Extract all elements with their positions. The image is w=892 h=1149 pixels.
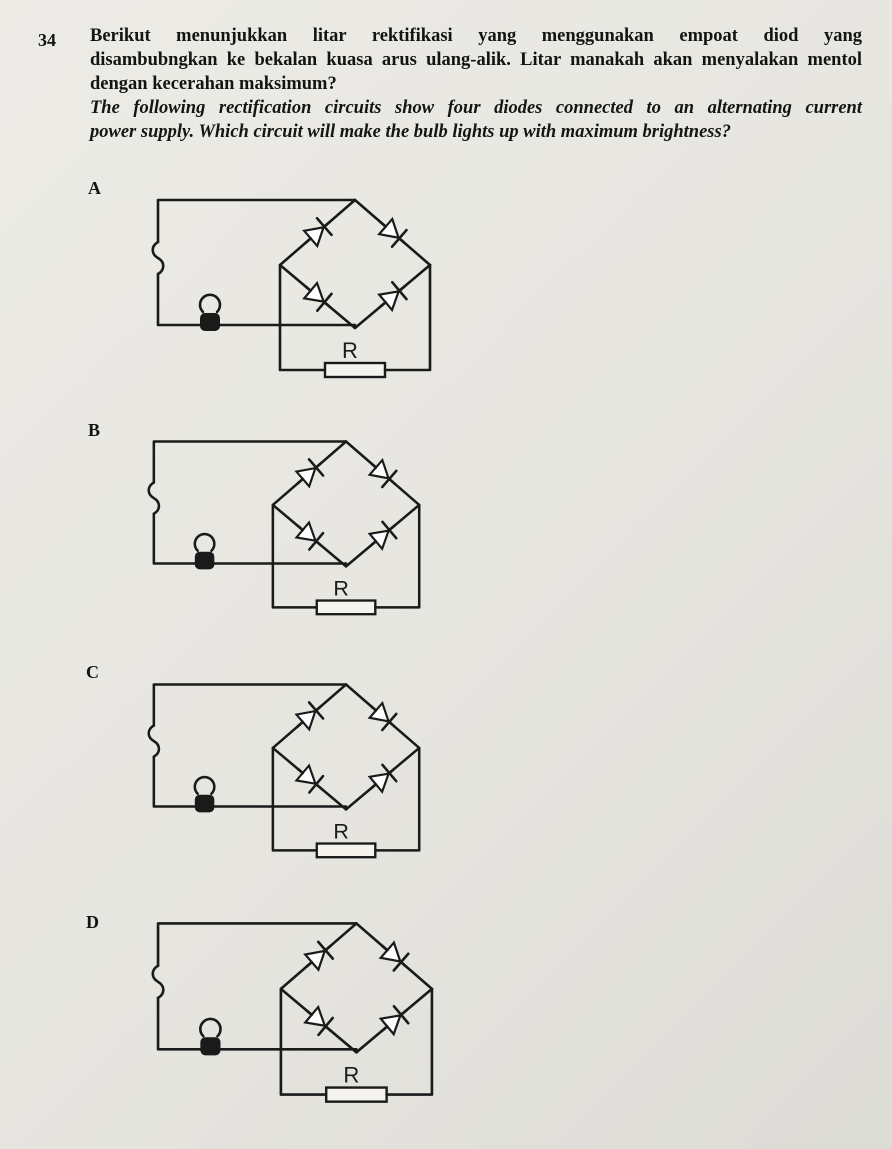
ac-source-icon: [149, 482, 159, 513]
bulb-base: [200, 1037, 220, 1055]
malay-line-1: Berikut menunjukkan litar rektifikasi yang menggunakan empoat diod yang: [90, 26, 862, 46]
diode-2-lead-out: [399, 238, 404, 243]
diode-2-lead-in: [382, 946, 387, 951]
diode-2-lead-in: [371, 706, 376, 710]
diode-1-lead-out: [316, 463, 321, 467]
wire-load-right: [375, 748, 419, 850]
resistor: [326, 1088, 386, 1102]
circuit-option-a[interactable]: [150, 180, 440, 385]
wire-load-right: [375, 505, 419, 607]
diode-1-lead-out: [324, 222, 329, 227]
diode-4-lead-out: [401, 1010, 406, 1015]
resistor-label: R: [343, 1062, 360, 1088]
bulb-base: [200, 313, 220, 331]
wire-load-left: [273, 505, 317, 607]
diode-4-lead-in: [382, 1026, 387, 1031]
resistor: [325, 363, 385, 377]
diode-1-lead-in: [298, 479, 303, 483]
diode-4-lead-out: [399, 286, 404, 291]
wire-top: [158, 923, 356, 965]
bulb-glass: [200, 1019, 220, 1036]
diode-4-lead-out: [389, 769, 394, 773]
diode-4: [364, 517, 402, 554]
wire-left: [158, 274, 202, 325]
diode-4: [373, 278, 412, 315]
wire-load-right: [385, 265, 430, 370]
english-line-1: The following rectification circuits show four diodes connected to an alternating current: [90, 98, 862, 118]
circuit-option-b[interactable]: [145, 422, 430, 622]
option-a-letter[interactable]: A: [88, 178, 101, 198]
diode-4: [364, 760, 402, 797]
diode-2-lead-in: [371, 463, 376, 467]
diode-3: [299, 1002, 338, 1040]
diode-1-lead-in: [305, 238, 310, 243]
wire-left: [154, 757, 197, 807]
diode-3: [291, 517, 329, 554]
diode-2-lead-out: [389, 722, 394, 726]
resistor-label: R: [333, 576, 349, 601]
diode-4-lead-in: [371, 784, 376, 788]
resistor-label: R: [333, 819, 349, 844]
question-text: [90, 24, 862, 144]
wire-top: [158, 200, 355, 242]
diode-4: [375, 1002, 414, 1040]
bulb-icon: [195, 777, 215, 812]
option-b-letter[interactable]: B: [88, 420, 101, 440]
diode-3-lead-out: [316, 784, 321, 788]
wire-load-left: [281, 989, 326, 1095]
diode-1-lead-out: [326, 946, 331, 951]
circuit-option-c[interactable]: [145, 665, 430, 865]
diode-4-lead-in: [371, 541, 376, 545]
diode-2-lead-out: [389, 479, 394, 483]
diode-3-lead-out: [316, 541, 321, 545]
bulb-base: [195, 552, 215, 570]
bulb-icon: [195, 534, 215, 569]
ac-source-icon: [149, 725, 159, 756]
option-d-letter[interactable]: D: [86, 912, 99, 932]
resistor: [317, 844, 376, 858]
wire-load-right: [387, 989, 432, 1095]
bulb-icon: [200, 1019, 220, 1055]
bulb-icon: [200, 295, 220, 331]
wire-top: [154, 685, 346, 726]
bulb-glass: [200, 295, 220, 312]
english-line-2: power supply. Which circuit will make the bulb lights up with maximum brightness?: [90, 122, 731, 142]
diode-3: [298, 278, 337, 315]
option-c-letter[interactable]: C: [86, 662, 99, 682]
diode-1-lead-in: [306, 962, 311, 967]
wire-top: [154, 442, 346, 483]
ac-source-icon: [153, 966, 164, 998]
wire-left: [158, 998, 202, 1049]
diode-1-lead-out: [316, 706, 321, 710]
wire-load-left: [273, 748, 317, 850]
diode-3: [291, 760, 329, 797]
diode-2-lead-in: [380, 222, 385, 227]
diode-3-lead-out: [324, 302, 329, 307]
wire-load-left: [280, 265, 325, 370]
circuit-option-d[interactable]: [150, 903, 442, 1110]
diode-2-lead-out: [401, 962, 406, 967]
ac-source-icon: [153, 242, 164, 274]
bulb-base: [195, 795, 215, 813]
diode-3-lead-in: [297, 526, 302, 530]
question-number: 34: [38, 30, 56, 50]
diode-4-lead-out: [389, 526, 394, 530]
wire-left: [154, 514, 197, 564]
malay-line-3: dengan kecerahan maksimum?: [90, 74, 337, 94]
diode-3-lead-out: [326, 1026, 331, 1031]
diode-3-lead-in: [305, 286, 310, 291]
bulb-glass: [195, 534, 215, 551]
diode-3-lead-in: [306, 1010, 311, 1015]
diode-4-lead-in: [380, 302, 385, 307]
diode-1-lead-in: [298, 722, 303, 726]
bulb-glass: [195, 777, 215, 794]
malay-line-2: disambubngkan ke bekalan kuasa arus ulang-alik. Litar manakah akan menyalakan mentol: [90, 50, 862, 70]
diode-3-lead-in: [297, 769, 302, 773]
resistor: [317, 601, 376, 615]
resistor-label: R: [342, 338, 358, 363]
